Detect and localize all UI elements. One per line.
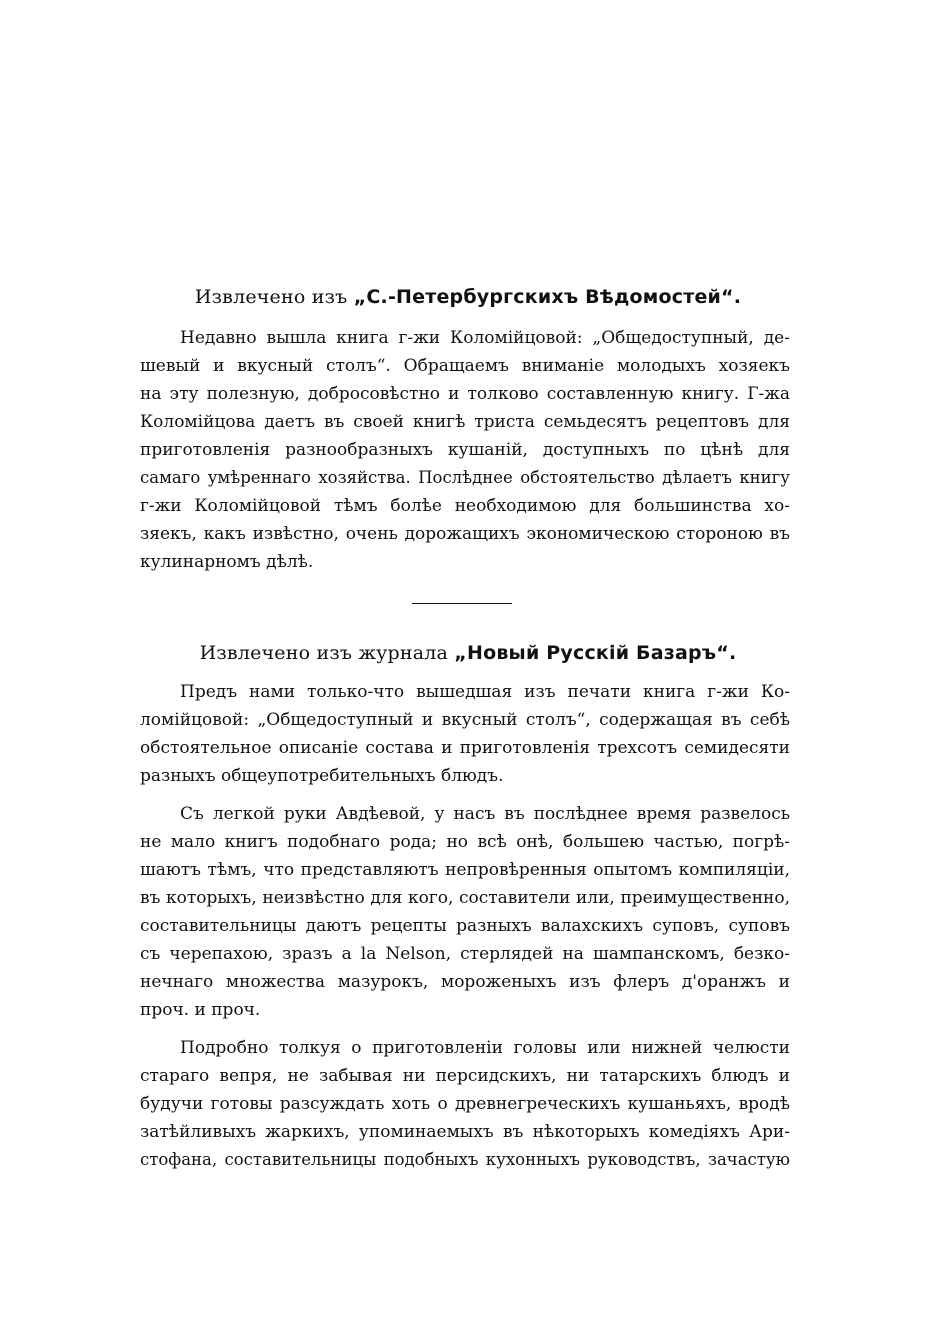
section2-heading-lead: Извлечено изъ журнала [199,642,455,664]
section1-line: шевый и вкусный столъ“. Обращаемъ вниманіе молодыхъ хозяекъ [140,356,790,376]
section2-p3-line: будучи готовы разсуждать хоть о древнегреческихъ кушаньяхъ, вродѣ [140,1094,790,1114]
section1-heading-lead: Извлечено изъ [194,286,354,308]
section2-p2-line: шаютъ тѣмъ, что представляютъ непровѣренныя опытомъ компиляціи, [140,860,790,880]
section2-p3-line: затѣйливыхъ жаркихъ, упоминаемыхъ въ нѣкоторыхъ комедіяхъ Ари- [140,1122,790,1142]
section1-line: кулинарномъ дѣлѣ. [140,552,314,572]
section2-heading [0,642,936,664]
section2-p2-line: нечнаго множества мазурокъ, мороженыхъ изъ флеръ д'оранжъ и [140,972,790,992]
section2-p2-line: съ черепахою, зразъ a la Nelson, стерлядей на шампанскомъ, безко- [140,944,790,964]
section1-heading [0,286,936,308]
section1-line: г-жи Коломійцовой тѣмъ болѣе необходимою для большинства хо- [140,496,790,516]
section1-line: самаго умѣреннаго хозяйства. Послѣднее обстоятельство дѣлаетъ книгу [140,468,790,487]
section2-p1-line: обстоятельное описаніе состава и приготовленія трехсотъ семидесяти [140,738,790,758]
section2-p1-line: разныхъ общеупотребительныхъ блюдъ. [140,766,504,786]
section2-p1-line: ломійцовой: „Общедоступный и вкусный столъ“, содержащая въ себѣ [140,710,790,730]
section-divider [412,603,512,604]
section1-line: на эту полезную, добросовѣстно и толково составленную книгу. Г-жа [140,384,790,404]
section1-line: Коломійцова даетъ въ своей книгѣ триста семьдесятъ рецептовъ для [140,412,790,432]
section1-line: зяекъ, какъ извѣстно, очень дорожащихъ экономическою стороною въ [140,524,790,544]
section2-p2-line: Съ легкой руки Авдѣевой, у насъ въ послѣднее время развелось [180,804,790,824]
section1-line: приготовленія разнообразныхъ кушаній, доступныхъ по цѣнѣ для [140,440,790,460]
section2-p2-line: въ которыхъ, неизвѣстно для кого, составители или, преимущественно, [140,888,790,908]
section2-heading-title: „Новый Русскій Базаръ“. [454,642,737,664]
section2-p2-line: составительницы даютъ рецепты разныхъ валахскихъ суповъ, суповъ [140,916,790,936]
section2-p3-line: стофана, составительницы подобныхъ кухонныхъ руководствъ, зачастую [140,1150,790,1169]
section2-p2-line: не мало книгъ подобнаго рода; но всѣ онѣ, большею частью, погрѣ- [140,832,790,852]
section1-heading-title: „С.-Петербургскихъ Вѣдомостей“. [353,286,742,308]
section2-p2-line: проч. и проч. [140,1000,261,1020]
section2-p3-line: стараго вепря, не забывая ни персидскихъ, ни татарскихъ блюдъ и [140,1066,790,1086]
section2-p3-line: Подробно толкуя о приготовленіи головы или нижней челюсти [180,1038,790,1058]
section1-line: Недавно вышла книга г-жи Коломійцовой: „Общедоступный, де- [180,328,790,348]
section2-p1-line: Предъ нами только-что вышедшая изъ печати книга г-жи Ко- [180,682,790,702]
